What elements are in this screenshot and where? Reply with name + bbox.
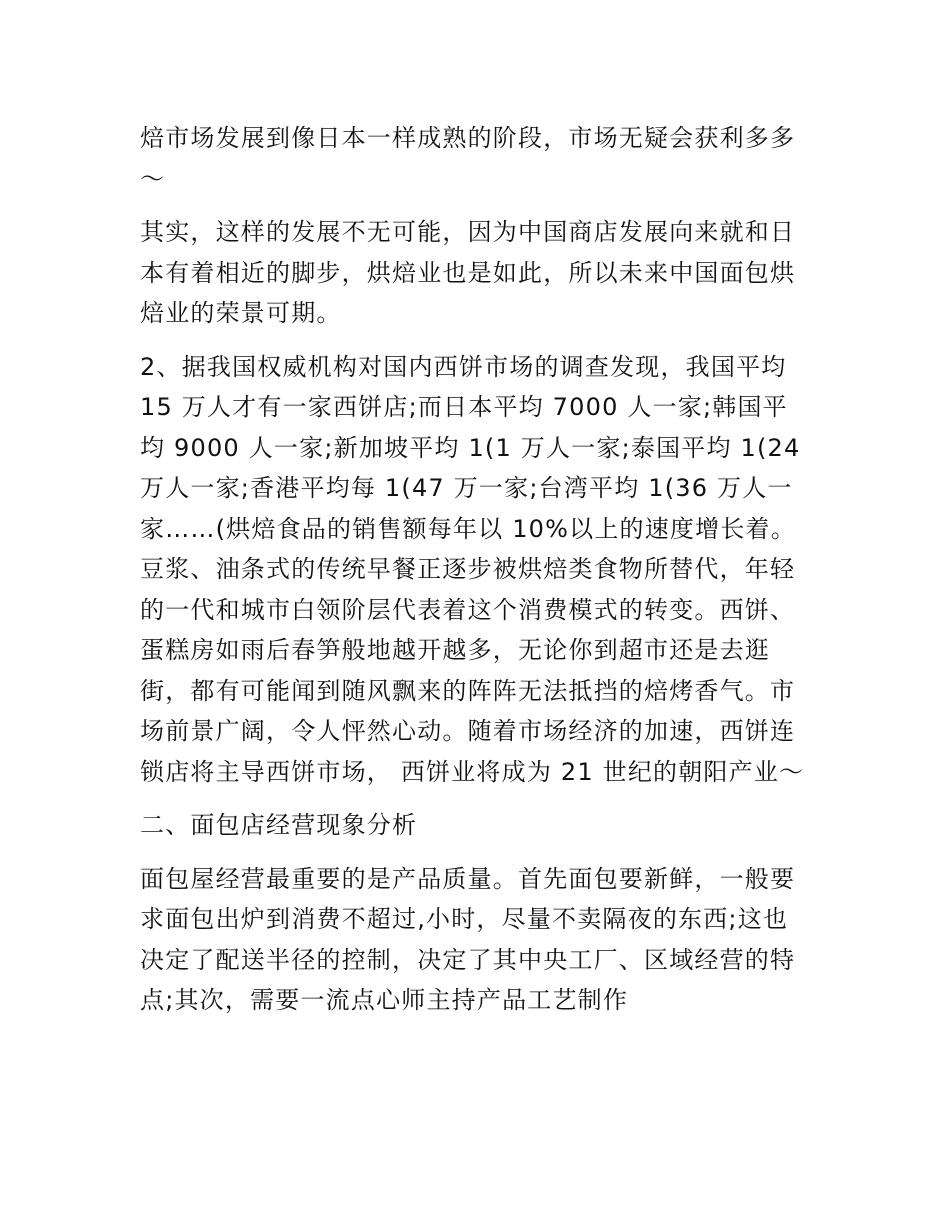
paragraph-future-prospect: 其实，这样的发展不无可能，因为中国商店发展向来就和日本有着相近的脚步，烘焙业也是如此，所以未来中国面包烘焙业的荣景可期。 bbox=[140, 218, 796, 327]
paragraph-market-survey: 2、据我国权威机构对国内西饼市场的调查发现，我国平均 15 万人才有一家西饼店;而日本平均 7000 人一家;韩国平均 9000 人一家;新加坡平均 1(1 万人一家;泰国平均 1(24 万人一家;香港平均每 1(47 万一家;台湾平均 1(36 万人一家……(烘焙食品的销售额每年以 10%以上的速度增长着。豆浆、油条式的传统早餐正逐步被烘焙类食物所替代，年轻的一代和城市白领阶层代表着这个消费模式的转变。西饼、蛋糕房如雨后春笋般地越开越多，无论你到超市还是去逛街，都有可能闻到随风飘来的阵阵无法抵挡的焙烤香气。市场前景广阔，令人怦然心动。随着市场经济的加速，西饼连锁店将主导西饼市场， 西饼业将成为 21 世纪的朝阳产业～ bbox=[140, 352, 805, 786]
section-heading-analysis: 二、面包店经营现象分析 bbox=[140, 811, 418, 839]
paragraph-market-maturity: 焙市场发展到像日本一样成熟的阶段，市场无疑会获利多多～ bbox=[140, 124, 796, 193]
paragraph-product-quality: 面包屋经营最重要的是产品质量。首先面包要新鲜，一般要求面包出炉到消费不超过,小时，尽量不卖隔夜的东西;这也决定了配送半径的控制，决定了其中央工厂、区域经营的特点;其次，需要一流点心师主持产品工艺制作 bbox=[140, 864, 796, 1014]
